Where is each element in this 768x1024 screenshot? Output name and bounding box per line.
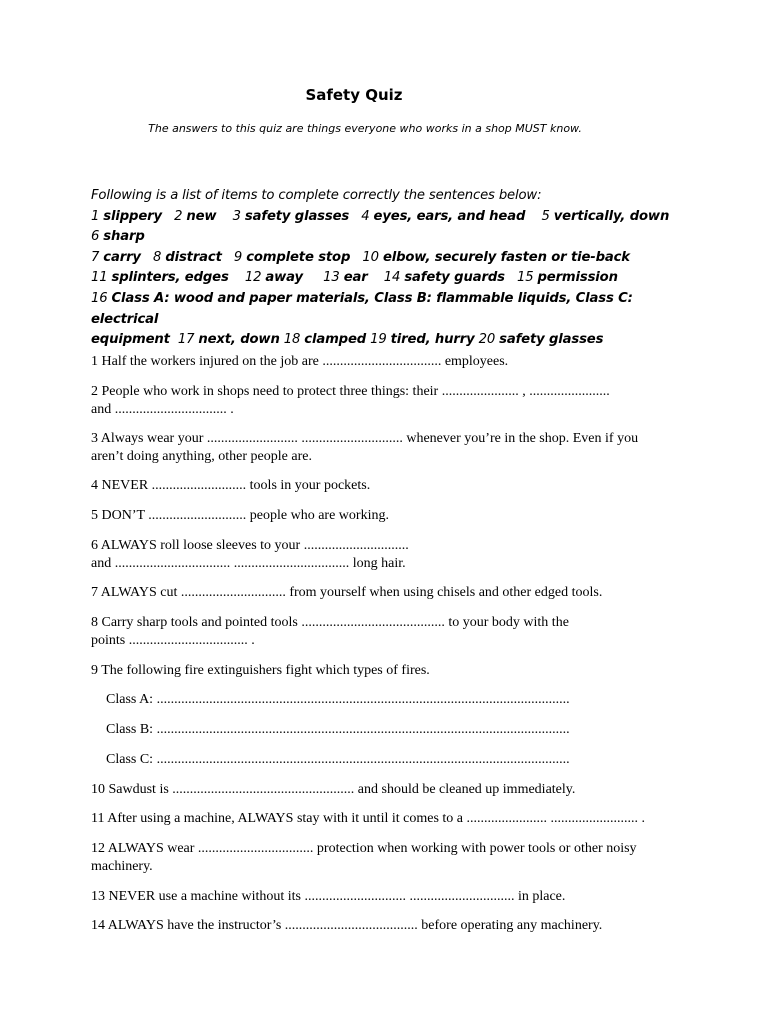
question-10 bbox=[91, 781, 691, 799]
word-bank-number: 2 bbox=[174, 208, 183, 224]
word-bank-answer: permission bbox=[537, 270, 618, 286]
question-2 bbox=[91, 383, 691, 418]
question-line: Class B: ...................................................................................................................... bbox=[106, 722, 570, 737]
word-bank-line bbox=[91, 207, 691, 248]
question-line: Class C: ...................................................................................................................... bbox=[106, 752, 570, 767]
word-bank-answer: slippery bbox=[103, 208, 162, 224]
question-13 bbox=[91, 888, 691, 906]
question-5 bbox=[91, 507, 691, 525]
word-bank-number: 13 bbox=[323, 270, 340, 286]
question-line: Class A: ...................................................................................................................... bbox=[106, 692, 570, 707]
question-line: 1 Half the workers injured on the job are .................................. employees. bbox=[91, 354, 509, 369]
word-bank-answer: safety guards bbox=[404, 270, 505, 286]
word-bank-answer: sharp bbox=[103, 229, 145, 245]
question-line: 13 NEVER use a machine without its ............................. .............................. in place. bbox=[91, 889, 566, 904]
question-4 bbox=[91, 477, 691, 495]
word-bank-line bbox=[91, 248, 691, 269]
word-bank-answer: complete stop bbox=[246, 249, 351, 265]
word-bank-number: 1 bbox=[91, 208, 100, 224]
word-bank-number: 4 bbox=[361, 208, 370, 224]
question-line: 10 Sawdust is .................................................... and should be cleaned up immediately. bbox=[91, 782, 576, 797]
question-line: and ................................. ................................. long hair. bbox=[91, 555, 406, 571]
question-7 bbox=[91, 584, 691, 602]
word-bank-answer: away bbox=[265, 270, 303, 286]
question-line: points .................................. . bbox=[91, 632, 255, 648]
question-9 bbox=[91, 662, 691, 680]
question-line: 11 After using a machine, ALWAYS stay with it until it comes to a ....................... ......................... . bbox=[91, 811, 645, 826]
word-bank-answer: vertically, down bbox=[553, 208, 670, 224]
page-title: Safety Quiz bbox=[305, 86, 403, 104]
question-3 bbox=[91, 430, 691, 465]
word-bank-number: 12 bbox=[244, 270, 262, 286]
question-8 bbox=[91, 614, 691, 649]
word-bank-answer: next, down bbox=[198, 332, 280, 348]
word-bank-number: 11 bbox=[91, 270, 108, 286]
word-bank-answer: Class A: wood and paper materials, Class B: flammable liquids, Class C: electrical bbox=[91, 290, 633, 327]
question-line: 8 Carry sharp tools and pointed tools ......................................... to your body with the bbox=[91, 615, 569, 630]
word-bank-number: 8 bbox=[153, 249, 162, 265]
question-9-class-b bbox=[91, 721, 706, 739]
question-14 bbox=[91, 917, 691, 935]
question-line: 2 People who work in shops need to protect three things: their ...................... , ....................... bbox=[91, 384, 610, 399]
question-6 bbox=[91, 537, 691, 572]
word-bank-number: 7 bbox=[91, 249, 100, 265]
question-line: and ................................ . bbox=[91, 401, 234, 417]
word-bank-number: 15 bbox=[516, 270, 534, 286]
word-bank-answer: distract bbox=[165, 249, 222, 265]
question-line: 4 NEVER ........................... tools in your pockets. bbox=[91, 478, 371, 493]
word-bank-answer: equipment bbox=[91, 332, 170, 348]
question-12 bbox=[91, 840, 691, 875]
word-bank-answer: tired, hurry bbox=[390, 332, 475, 348]
word-bank-number: 3 bbox=[232, 208, 241, 224]
page-subtitle: The answers to this quiz are things everyone who works in a shop MUST know. bbox=[148, 122, 582, 135]
word-bank-intro: Following is a list of items to complete correctly the sentences below: bbox=[91, 188, 542, 203]
word-bank-answer: safety glasses bbox=[499, 332, 604, 348]
word-bank-answer: ear bbox=[343, 270, 368, 286]
word-bank-answer: eyes, ears, and head bbox=[373, 208, 526, 224]
word-bank-number: 18 bbox=[283, 332, 301, 348]
word-bank-answer: new bbox=[186, 208, 217, 224]
word-bank-line bbox=[91, 268, 691, 289]
word-bank-line bbox=[91, 289, 691, 330]
question-line: 3 Always wear your .......................... ............................. whenever you’re in the shop. Even if you bbox=[91, 431, 639, 446]
word-bank-number: 6 bbox=[91, 229, 100, 245]
question-11 bbox=[91, 810, 691, 828]
question-line: aren’t doing anything, other people are. bbox=[91, 448, 312, 464]
question-1 bbox=[91, 353, 691, 371]
word-bank-number: 16 bbox=[91, 290, 108, 306]
question-line: 12 ALWAYS wear ................................. protection when working with power tools or other noisy bbox=[91, 841, 637, 856]
word-bank-answer: splinters, edges bbox=[111, 270, 229, 286]
question-line: 14 ALWAYS have the instructor’s ...................................... before operating any machinery. bbox=[91, 918, 603, 933]
question-line: 5 DON’T ............................ people who are working. bbox=[91, 508, 389, 523]
word-bank-answer: safety glasses bbox=[244, 208, 350, 224]
question-9-class-a bbox=[91, 691, 706, 709]
word-bank-answer: elbow, securely fasten or tie-back bbox=[382, 249, 630, 265]
question-line: 6 ALWAYS roll loose sleeves to your .............................. bbox=[91, 538, 409, 553]
word-bank-number: 19 bbox=[370, 332, 387, 348]
word-bank-number: 17 bbox=[177, 332, 195, 348]
word-bank-answer: clamped bbox=[304, 332, 367, 348]
word-bank-number: 9 bbox=[233, 249, 243, 265]
word-bank-answer: carry bbox=[103, 249, 141, 265]
question-line: machinery. bbox=[91, 858, 153, 874]
word-bank-number: 20 bbox=[478, 332, 496, 348]
word-bank-line bbox=[91, 330, 691, 351]
question-9-class-c bbox=[91, 751, 706, 769]
question-line: 9 The following fire extinguishers fight which types of fires. bbox=[91, 663, 430, 678]
word-bank-number: 14 bbox=[383, 270, 401, 286]
word-bank bbox=[91, 186, 691, 351]
question-line: 7 ALWAYS cut .............................. from yourself when using chisels and other edged tools. bbox=[91, 585, 603, 600]
word-bank-number: 5 bbox=[541, 208, 550, 224]
word-bank-number: 10 bbox=[362, 249, 379, 265]
